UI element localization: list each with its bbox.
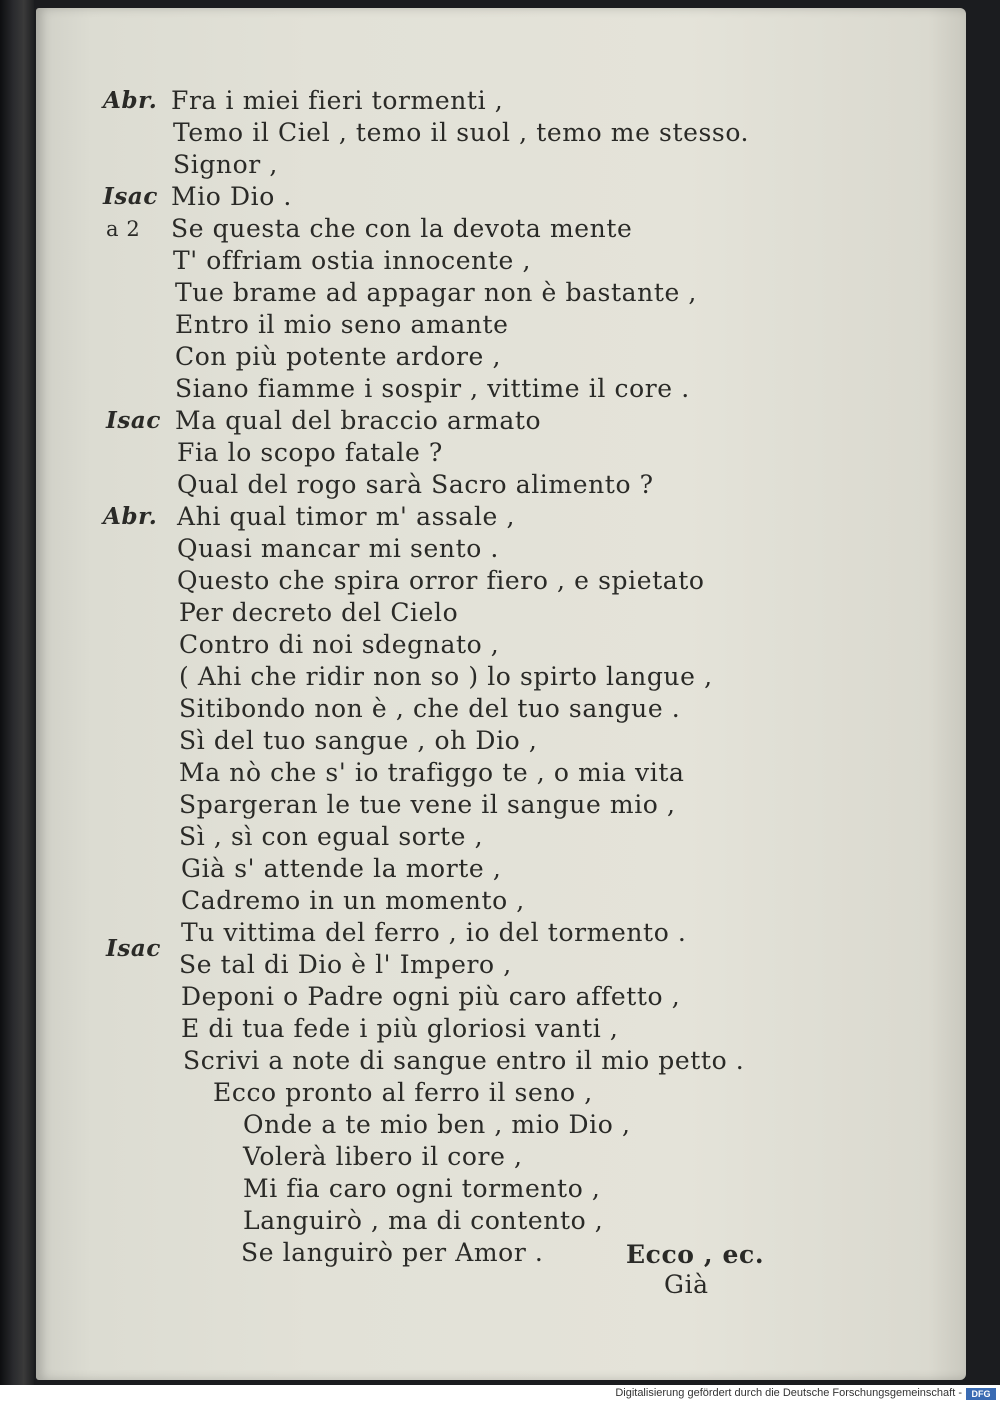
- dfg-logo-icon: DFG: [966, 1388, 996, 1400]
- verse-line: Per decreto del Cielo: [179, 598, 459, 627]
- speaker-label: Isac: [106, 407, 162, 434]
- verse-line: Ahi qual timor m' assale ,: [177, 502, 516, 531]
- verse-line: E di tua fede i più gloriosi vanti ,: [181, 1014, 619, 1043]
- verse-line: Entro il mio seno amante: [175, 310, 509, 339]
- verse-line: Fia lo scopo fatale ?: [177, 438, 443, 467]
- verse-line: Temo il Ciel , temo il suol , temo me stesso.: [173, 118, 750, 147]
- verse-line: Ma qual del braccio armato: [175, 406, 542, 435]
- aria-line: Se languirò per Amor .: [241, 1238, 544, 1267]
- verse-line: Tu vittima del ferro , io del tormento .: [181, 918, 687, 947]
- verse-line: Mio Dio .: [171, 182, 292, 211]
- speaker-label: Abr.: [103, 503, 158, 530]
- book-page: [36, 8, 966, 1380]
- speaker-label: Isac: [106, 935, 162, 962]
- footer-bar: [0, 1385, 1000, 1403]
- verse-line: Siano fiamme i sospir , vittime il core .: [175, 374, 690, 403]
- verse-line: Signor ,: [173, 150, 278, 179]
- aria-line: Mi fia caro ogni tormento ,: [243, 1174, 601, 1203]
- verse-line: Sitibondo non è , che del tuo sangue .: [179, 694, 681, 723]
- verse-line: Questo che spira orror fiero , e spietato: [177, 566, 705, 595]
- verse-line: Quasi mancar mi sento .: [177, 534, 499, 563]
- aria-line: Volerà libero il core ,: [243, 1142, 523, 1171]
- verse-line: Scrivi a note di sangue entro il mio petto .: [183, 1046, 745, 1075]
- verse-line: Con più potente ardore ,: [175, 342, 502, 371]
- verse-line: Già s' attende la morte ,: [181, 854, 502, 883]
- aria-line: Ecco pronto al ferro il seno ,: [213, 1078, 593, 1107]
- aria-line: Languirò , ma di contento ,: [243, 1206, 604, 1235]
- book-binding: [0, 0, 34, 1385]
- catchword: Già: [664, 1270, 709, 1299]
- verse-line: Contro di noi sdegnato ,: [179, 630, 500, 659]
- verse-line: Sì del tuo sangue , oh Dio ,: [179, 726, 538, 755]
- cue-text: Ecco , ec.: [626, 1240, 765, 1269]
- verse-line: Ma nò che s' io trafiggo te , o mia vita: [179, 758, 685, 787]
- speaker-label: Abr.: [103, 87, 158, 114]
- verse-line: Tue brame ad appagar non è bastante ,: [175, 278, 697, 307]
- verse-line: Qual del rogo sarà Sacro alimento ?: [177, 470, 654, 499]
- verse-line: Spargeran le tue vene il sangue mio ,: [179, 790, 676, 819]
- verse-line: Fra i miei fieri tormenti ,: [171, 86, 504, 115]
- verse-line: Cadremo in un momento ,: [181, 886, 525, 915]
- speaker-label: Isac: [103, 183, 159, 210]
- aria-line: Onde a te mio ben , mio Dio ,: [243, 1110, 631, 1139]
- verse-line: Deponi o Padre ogni più caro affetto ,: [181, 982, 681, 1011]
- verse-line: ( Ahi che ridir non so ) lo spirto langue ,: [179, 662, 713, 691]
- verse-line: T' offriam ostia innocente ,: [173, 246, 532, 275]
- speaker-label: a 2: [106, 217, 141, 241]
- verse-line: Se tal di Dio è l' Impero ,: [179, 950, 512, 979]
- verse-line: Se questa che con la devota mente: [171, 214, 633, 243]
- footer-credit: Digitalisierung gefördert durch die Deutsche Forschungsgemeinschaft -: [615, 1387, 962, 1399]
- verse-line: Sì , sì con egual sorte ,: [179, 822, 484, 851]
